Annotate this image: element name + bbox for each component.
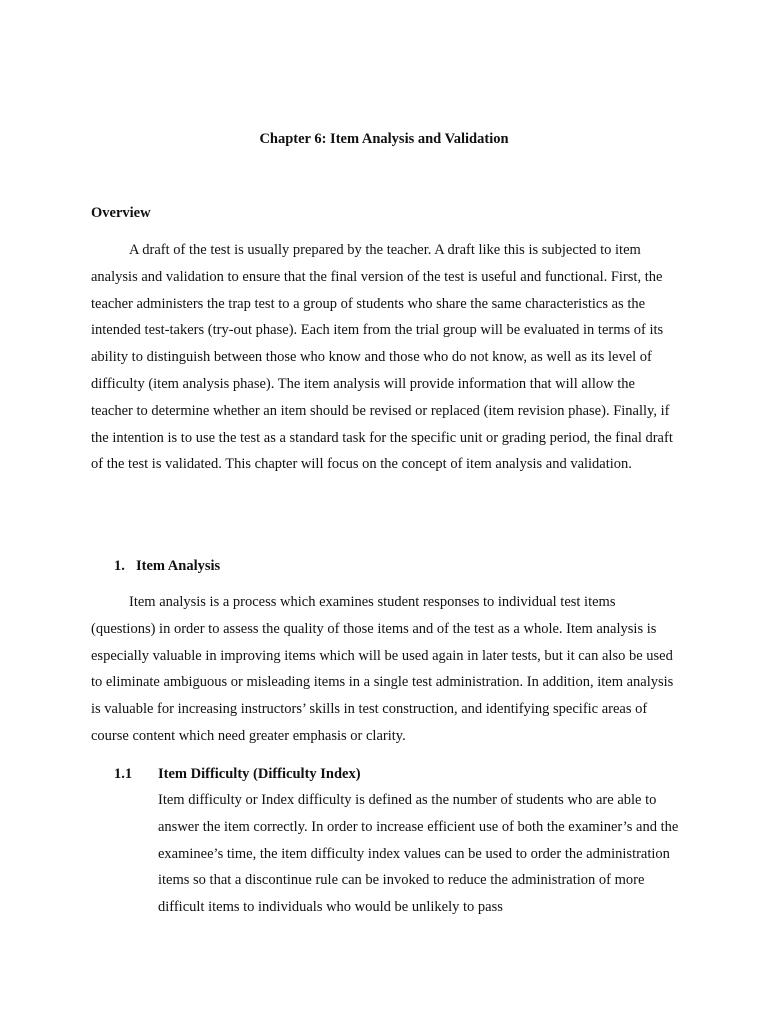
subsection-heading-item-difficulty xyxy=(114,764,361,784)
overview-paragraph: A draft of the test is usually prepared by the teacher. A draft like this is subjected to item analysis and validation to ensure that the final version of the test is useful and functional. First, the teacher administers the trap test to a group of students who share the same characteristics as the intended test-takers (try-out phase). Each item from the trial group will be evaluated in terms of its ability to distinguish between those who know and those who do not know, as well as its level of difficulty (item analysis phase). The item analysis will provide information that will allow the teacher to determine whether an item should be revised or replaced (item revision phase). Finally, if the intention is to use the test as a standard task for the specific unit or grading period, the final draft of the test is validated. This chapter will focus on the concept of item analysis and validation. xyxy=(91,242,673,473)
section-heading-item-analysis xyxy=(114,556,220,576)
section-title: Item Analysis xyxy=(136,558,221,574)
chapter-title: Chapter 6: Item Analysis and Validation xyxy=(259,131,509,147)
section-number: 1. xyxy=(114,558,125,574)
subsection-number: 1.1 xyxy=(114,766,133,782)
overview-heading: Overview xyxy=(91,205,151,221)
item-difficulty-paragraph: Item difficulty or Index difficulty is defined as the number of students who are able to answer the item correctly. In order to increase efficient use of both the examiner’s and the examinee’s time, the item difficulty index values can be used to order the administration items so that a discontinue rule can be invoked to reduce the administration of more difficult items to individuals who would be unlikely to pass xyxy=(158,792,679,916)
item-analysis-paragraph: Item analysis is a process which examines student responses to individual test items (questions) in order to assess the quality of those items and of the test as a whole. Item analysis is especially valuable in improving items which will be used again in later tests, but it can also be used to eliminate ambiguous or misleading items in a single test administration. In addition, item analysis is valuable for increasing instructors’ skills in test construction, and identifying specific areas of course content which need greater emphasis or clarity. xyxy=(91,594,674,744)
subsection-title: Item Difficulty (Difficulty Index) xyxy=(158,766,361,782)
